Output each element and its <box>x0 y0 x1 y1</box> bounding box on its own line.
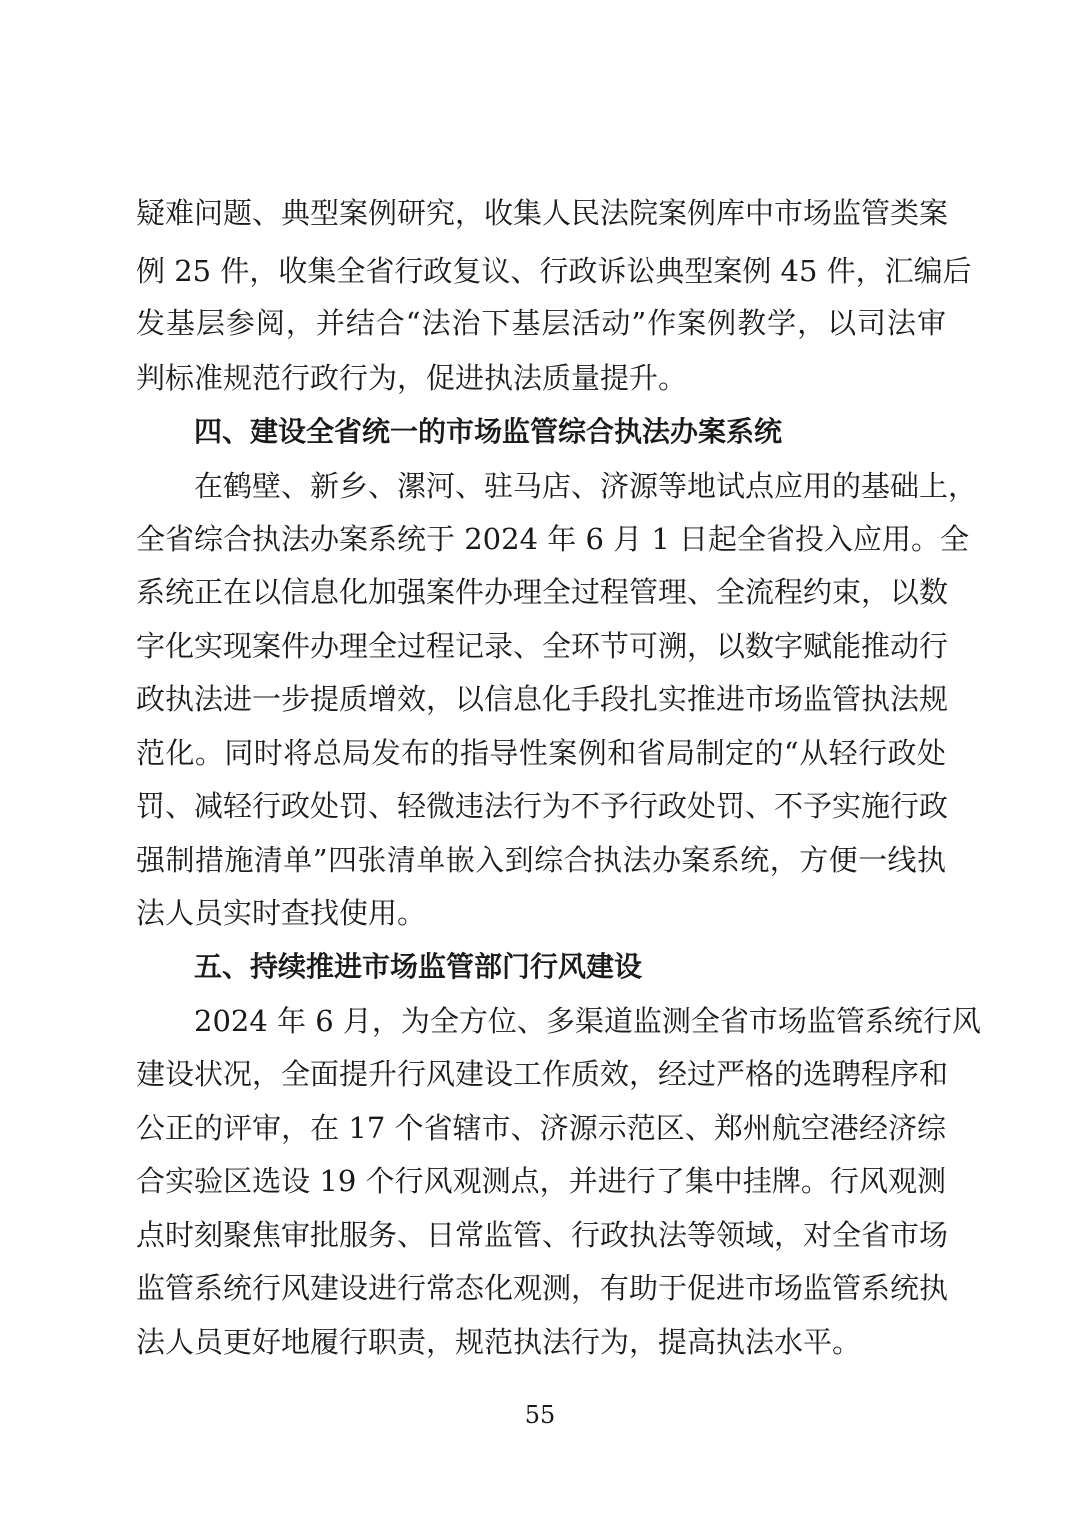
paragraph-line: 罚、减轻行政处罚、轻微违法行为不予行政处罚、不予实施行政 <box>136 789 949 823</box>
section-heading-4: 四、建设全省统一的市场监管综合执法办案系统 <box>194 415 783 448</box>
paragraph-line: 范化。同时将总局发布的指导性案例和省局制定的“从轻行政处 <box>136 736 946 770</box>
paragraph-line: 政执法进一步提质增效，以信息化手段扎实推进市场监管执法规 <box>136 682 949 716</box>
paragraph-line: 法人员实时查找使用。 <box>136 896 427 930</box>
paragraph-line: 发基层参阅，并结合“法治下基层活动”作案例教学，以司法审 <box>136 306 946 340</box>
section-heading-5: 五、持续推进市场监管部门行风建设 <box>194 950 643 983</box>
paragraph-line: 在鹤壁、新乡、漯河、驻马店、济源等地试点应用的基础上， <box>194 469 978 503</box>
paragraph-line: 2024 年 6 月，为全方位、多渠道监测全省市场监管系统行风 <box>194 1004 981 1038</box>
paragraph-line: 强制措施清单”四张清单嵌入到综合执法办案系统，方便一线执 <box>136 843 946 877</box>
paragraph-line: 监管系统行风建设进行常态化观测，有助于促进市场监管系统执 <box>136 1271 949 1305</box>
paragraph-line: 判标准规范行政行为，促进执法质量提升。 <box>136 361 688 395</box>
paragraph-line: 法人员更好地履行职责，规范执法行为，提高执法水平。 <box>136 1325 862 1359</box>
paragraph-line: 全省综合执法办案系统于 2024 年 6 月 1 日起全省投入应用。全 <box>136 522 970 556</box>
paragraph-line: 点时刻聚焦审批服务、日常监管、行政执法等领域，对全省市场 <box>136 1218 949 1252</box>
paragraph-line: 例 25 件，收集全省行政复议、行政诉讼典型案例 45 件，汇编后 <box>136 254 972 288</box>
paragraph-line: 字化实现案件办理全过程记录、全环节可溯，以数字赋能推动行 <box>136 629 949 663</box>
paragraph-line: 合实验区选设 19 个行风观测点，并进行了集中挂牌。行风观测 <box>136 1164 946 1198</box>
paragraph-line: 疑难问题、典型案例研究，收集人民法院案例库中市场监管类案 <box>136 196 949 230</box>
paragraph-line: 建设状况，全面提升行风建设工作质效，经过严格的选聘程序和 <box>136 1057 949 1091</box>
paragraph-line: 系统正在以信息化加强案件办理全过程管理、全流程约束，以数 <box>136 575 949 609</box>
page-number: 55 <box>524 1401 556 1429</box>
paragraph-line: 公正的评审，在 17 个省辖市、济源示范区、郑州航空港经济综 <box>136 1111 946 1145</box>
